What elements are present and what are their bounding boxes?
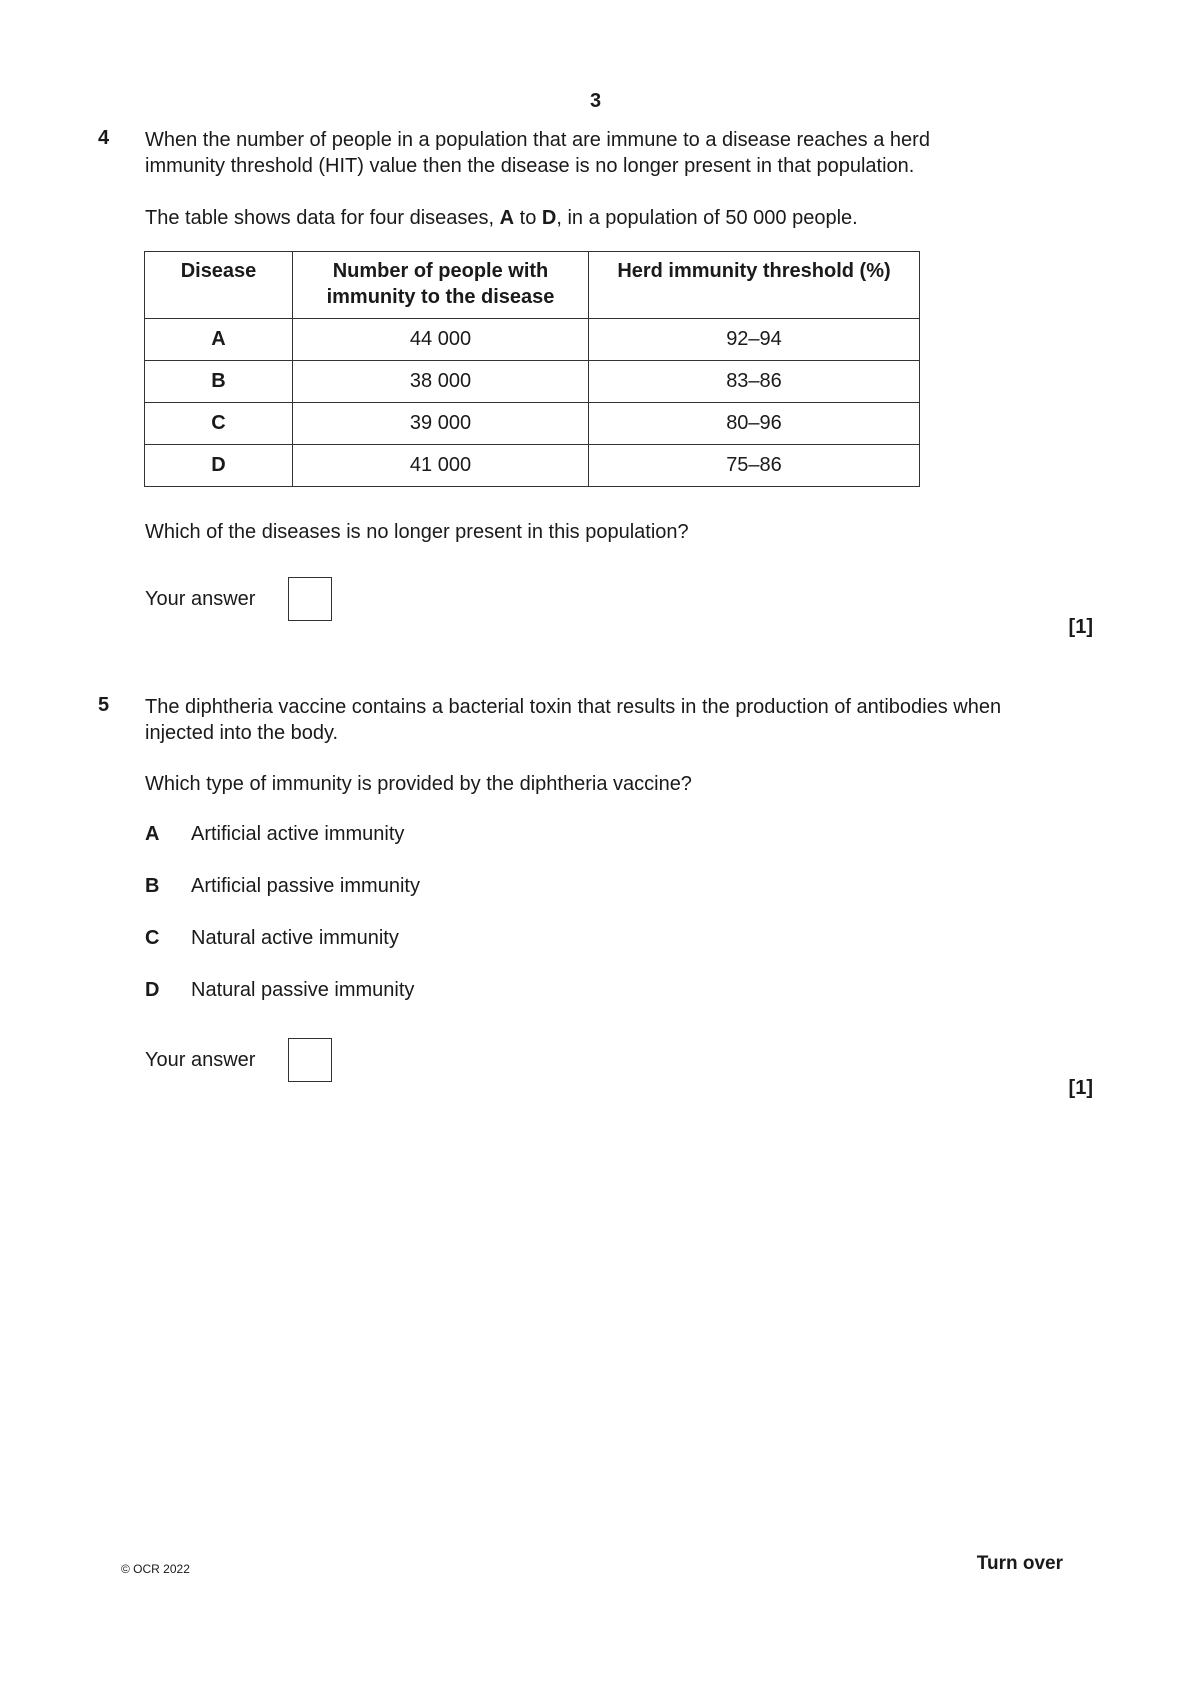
- table-row: [145, 445, 920, 487]
- header-immune-count: [293, 252, 589, 319]
- table-cell-immune-count: 39 000: [293, 403, 589, 445]
- question-5-answer-label: Your answer: [145, 1049, 256, 1071]
- question-4-intro-line1: When the number of people in a population that are immune to a disease reaches a herd: [145, 129, 930, 151]
- option-d-text: Natural passive immunity: [191, 979, 415, 1001]
- header-immune-count-line1: Number of people with: [332, 260, 549, 282]
- table-row: [145, 361, 920, 403]
- table-row: [145, 319, 920, 361]
- table-intro-text: The table shows data for four diseases,: [145, 207, 500, 229]
- page-number: 3: [589, 90, 602, 112]
- option-b-letter: B: [145, 875, 160, 897]
- table-cell-disease: A: [145, 319, 293, 361]
- question-5-marks: [1]: [1068, 1077, 1093, 1099]
- question-4-intro: [145, 127, 1095, 179]
- table-cell-hit: 92–94: [589, 319, 920, 361]
- option-c-letter: C: [145, 927, 160, 949]
- table-cell-disease: B: [145, 361, 293, 403]
- table-intro-bold-d: D: [541, 207, 557, 229]
- question-4-number: 4: [98, 127, 110, 149]
- table-cell-immune-count: 41 000: [293, 445, 589, 487]
- question-5-number: 5: [98, 694, 110, 716]
- table-cell-disease: D: [145, 445, 293, 487]
- table-header-row: [145, 252, 920, 319]
- question-5-intro-line1: The diphtheria vaccine contains a bacterial toxin that results in the production of antibodies when: [145, 696, 1002, 718]
- question-5-prompt: Which type of immunity is provided by the diphtheria vaccine?: [145, 773, 692, 795]
- header-disease: Disease: [145, 252, 293, 319]
- table-cell-immune-count: 38 000: [293, 361, 589, 403]
- question-4-prompt: Which of the diseases is no longer present in this population?: [145, 521, 689, 543]
- header-hit: Herd immunity threshold (%): [589, 252, 920, 319]
- table-intro-text: to: [514, 207, 542, 229]
- question-4-answer-label: Your answer: [145, 588, 256, 610]
- question-5-answer-box[interactable]: [288, 1038, 332, 1082]
- option-b-text: Artificial passive immunity: [191, 875, 420, 897]
- option-d-letter: D: [145, 979, 160, 1001]
- question-5-intro: [145, 694, 1095, 746]
- question-4-answer-box[interactable]: [288, 577, 332, 621]
- question-5-intro-line2: injected into the body.: [145, 722, 339, 744]
- option-c-text: Natural active immunity: [191, 927, 399, 949]
- question-4-table-intro: [145, 205, 1095, 231]
- option-a-letter: A: [145, 823, 160, 845]
- table-cell-immune-count: 44 000: [293, 319, 589, 361]
- question-4-intro-line2: immunity threshold (HIT) value then the disease is no longer present in that population.: [145, 155, 915, 177]
- turn-over-label: Turn over: [976, 1553, 1063, 1574]
- header-immune-count-line2: immunity to the disease: [326, 286, 555, 308]
- option-a-text: Artificial active immunity: [191, 823, 405, 845]
- table-cell-hit: 80–96: [589, 403, 920, 445]
- table-intro-bold-a: A: [499, 207, 515, 229]
- question-4-marks: [1]: [1068, 616, 1093, 638]
- copyright-notice: © OCR 2022: [121, 1562, 190, 1576]
- table-cell-hit: 75–86: [589, 445, 920, 487]
- table-cell-hit: 83–86: [589, 361, 920, 403]
- table-row: [145, 403, 920, 445]
- disease-table: [144, 251, 920, 487]
- table-cell-disease: C: [145, 403, 293, 445]
- table-intro-text: , in a population of 50 000 people.: [556, 207, 858, 229]
